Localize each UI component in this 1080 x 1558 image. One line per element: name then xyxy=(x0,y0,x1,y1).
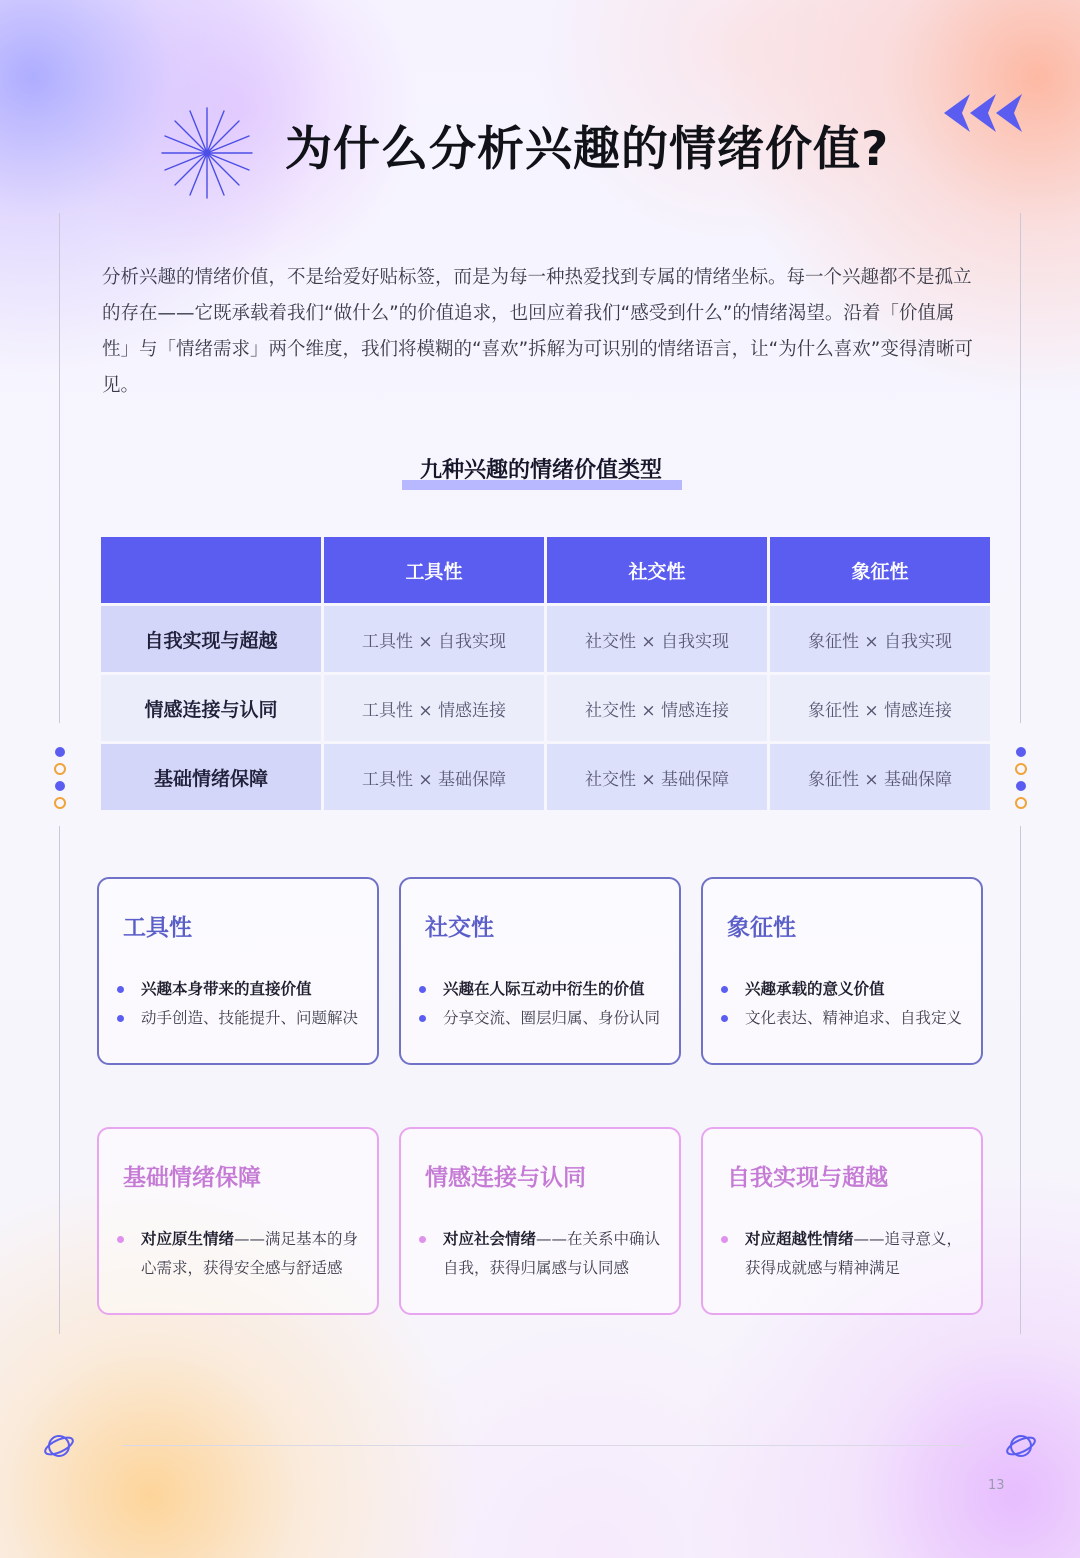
bullet-dot-icon xyxy=(117,1015,124,1022)
orbit-icon-right xyxy=(1004,1431,1038,1461)
matrix-title: 九种兴趣的情绪价值类型 xyxy=(419,458,662,483)
starburst-icon xyxy=(160,106,254,200)
matrix-cell: 工具性 × 情感连接 xyxy=(324,675,544,741)
matrix-col-header: 象征性 xyxy=(770,537,990,603)
card-title: 工具性 xyxy=(123,915,192,941)
bullet-dot-icon xyxy=(419,986,426,993)
card-point-text: 兴趣本身带来的直接价值 xyxy=(141,980,312,998)
card-point xyxy=(117,1225,367,1283)
card-point-text xyxy=(419,1225,669,1283)
card-point-rest: ——满足基本的身心需求，获得安全感与舒适感 xyxy=(141,1230,359,1277)
matrix-cell: 工具性 × 基础保障 xyxy=(324,744,544,810)
card-point-text: 动手创造、技能提升、问题解决 xyxy=(141,1009,359,1027)
emotion-value-matrix xyxy=(101,537,990,813)
matrix-cell: 社交性 × 自我实现 xyxy=(547,606,767,672)
bullet-dot-icon xyxy=(721,986,728,993)
dots-decoration-right xyxy=(1011,744,1031,812)
dots-decoration-left xyxy=(50,744,70,812)
card-point-text xyxy=(721,1225,971,1283)
card-title: 自我实现与超越 xyxy=(727,1165,888,1191)
frame-line-right-bottom xyxy=(1020,826,1021,1334)
card-point xyxy=(117,1004,367,1033)
frame-line-left-bottom xyxy=(59,826,60,1334)
card-point-strong: 对应社会情绪 xyxy=(443,1230,537,1248)
matrix-row xyxy=(101,744,990,810)
frame-line-left-top xyxy=(59,213,60,723)
matrix-cell: 象征性 × 情感连接 xyxy=(770,675,990,741)
matrix-row xyxy=(101,675,990,741)
bullet-dot-icon xyxy=(721,1236,728,1243)
card-point-text xyxy=(117,1225,367,1283)
matrix-cell: 社交性 × 基础保障 xyxy=(547,744,767,810)
card-title: 社交性 xyxy=(425,915,494,941)
matrix-corner-cell xyxy=(101,537,321,603)
matrix-col-header: 工具性 xyxy=(324,537,544,603)
bullet-dot-icon xyxy=(419,1015,426,1022)
orbit-icon-left xyxy=(42,1431,76,1461)
value-card-instrumental xyxy=(97,877,379,1065)
matrix-cell: 工具性 × 自我实现 xyxy=(324,606,544,672)
matrix-row xyxy=(101,606,990,672)
matrix-heading xyxy=(400,454,682,494)
card-point xyxy=(721,1004,971,1033)
card-title: 基础情绪保障 xyxy=(123,1165,261,1191)
emotion-card-connection xyxy=(399,1127,681,1315)
bullet-dot-icon xyxy=(721,1015,728,1022)
matrix-header-row xyxy=(101,537,990,603)
triple-arrow-left-icon xyxy=(942,90,1024,136)
card-point-text: 兴趣在人际互动中衍生的价值 xyxy=(443,980,645,998)
card-title: 情感连接与认同 xyxy=(425,1165,586,1191)
bullet-dot-icon xyxy=(117,1236,124,1243)
matrix-col-header: 社交性 xyxy=(547,537,767,603)
card-point-strong: 对应超越性情绪 xyxy=(745,1230,854,1248)
matrix-cell: 社交性 × 情感连接 xyxy=(547,675,767,741)
card-point-rest: ——在关系中确认自我，获得归属感与认同感 xyxy=(443,1230,661,1277)
emotion-card-transcendence xyxy=(701,1127,983,1315)
page-title: 为什么分析兴趣的情绪价值? xyxy=(285,122,890,177)
card-point xyxy=(419,1004,669,1033)
footer-divider xyxy=(122,1445,970,1446)
matrix-row-header: 基础情绪保障 xyxy=(101,744,321,810)
bullet-dot-icon xyxy=(117,986,124,993)
card-point xyxy=(419,975,669,1004)
card-point-text: 兴趣承载的意义价值 xyxy=(745,980,885,998)
card-title: 象征性 xyxy=(727,915,796,941)
card-point xyxy=(721,975,971,1004)
page-number: 13 xyxy=(988,1478,1005,1493)
card-point-rest: ——追寻意义，获得成就感与精神满足 xyxy=(745,1230,963,1277)
matrix-row-header: 自我实现与超越 xyxy=(101,606,321,672)
value-card-social xyxy=(399,877,681,1065)
value-card-symbolic xyxy=(701,877,983,1065)
card-point xyxy=(419,1225,669,1283)
card-point xyxy=(721,1225,971,1283)
card-point-text: 分享交流、圈层归属、身份认同 xyxy=(443,1009,661,1027)
card-point-strong: 对应原生情绪 xyxy=(141,1230,235,1248)
card-point xyxy=(117,975,367,1004)
matrix-cell: 象征性 × 自我实现 xyxy=(770,606,990,672)
matrix-row-header: 情感连接与认同 xyxy=(101,675,321,741)
matrix-cell: 象征性 × 基础保障 xyxy=(770,744,990,810)
card-point-text: 文化表达、精神追求、自我定义 xyxy=(745,1009,963,1027)
bullet-dot-icon xyxy=(419,1236,426,1243)
intro-paragraph: 分析兴趣的情绪价值，不是给爱好贴标签，而是为每一种热爱找到专属的情绪坐标。每一个兴趣都不是孤立的存在——它既承载着我们“做什么”的价值追求，也回应着我们“感受到什么”的情绪渴望。沿着「价值属性」与「情绪需求」两个维度，我们将模糊的“喜欢”拆解为可识别的情绪语言，让“为什么喜欢”变得清晰可见。 xyxy=(102,267,973,396)
emotion-card-basic xyxy=(97,1127,379,1315)
frame-line-right-top xyxy=(1020,213,1021,723)
